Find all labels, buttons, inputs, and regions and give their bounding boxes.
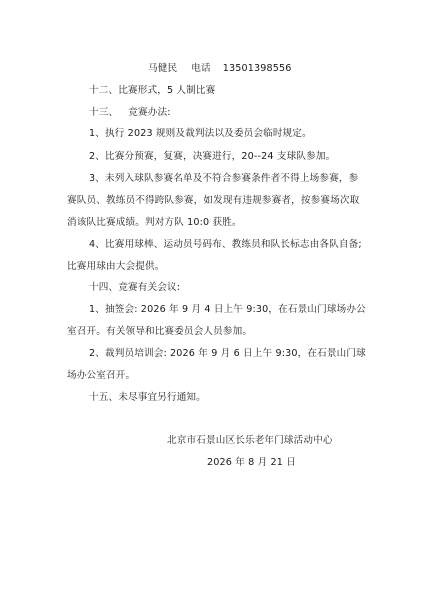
rule-item-4-line-1: 4、比赛用球棒、运动员号码布、教练员和队长标志由各队自备; — [89, 239, 362, 250]
contact-line — [148, 63, 292, 75]
rule-item-3-line-3: 消该队比赛成绩。判对方队 10:0 获胜。 — [67, 217, 242, 228]
section-15-heading: 十五、未尽事宜另行通知。 — [89, 392, 206, 403]
signature-date: 2026 年 8 月 21 日 — [207, 457, 297, 468]
rule-item-3-line-2: 赛队员、教练员不得跨队参赛，如发现有违规参赛者，按参赛场次取 — [67, 195, 360, 206]
section-13-number: 十三、 — [89, 107, 119, 118]
rule-item-3-line-1: 3、未列入球队参赛名单及不符合参赛条件者不得上场参赛，参 — [89, 173, 359, 184]
section-12-competition-format: 十二、比赛形式，5 人制比赛 — [89, 85, 216, 96]
rule-item-4-line-2: 比赛用球由大会提供。 — [67, 261, 165, 272]
rule-item-2: 2、比赛分预赛，复赛，决赛进行，20--24 支球队参加。 — [89, 151, 336, 162]
meeting-item-1-line-1: 1、抽签会: 2026 年 9 月 4 日上午 9:30，在石景山门球场办公 — [89, 304, 366, 315]
contact-name: 马健民 — [148, 63, 178, 74]
meeting-item-2-line-2: 场办公室召开。 — [67, 370, 136, 381]
phone-label: 电话 — [191, 63, 211, 74]
section-13-title: 竞赛办法: — [128, 107, 171, 118]
meeting-item-2-line-1: 2、裁判员培训会: 2026 年 9 月 6 日上午 9:30，在石景山门球 — [89, 348, 366, 359]
section-14-heading: 十四、竞赛有关会议: — [89, 282, 181, 293]
rule-item-1: 1、执行 2023 规则及裁判法以及委员会临时规定。 — [89, 128, 312, 139]
meeting-item-1-line-2: 室召开。有关领导和比赛委员会人员参加。 — [67, 326, 253, 337]
signature-organization: 北京市石景山区长乐老年门球活动中心 — [167, 435, 333, 446]
section-13-heading — [89, 107, 171, 119]
phone-number: 13501398556 — [222, 63, 292, 74]
